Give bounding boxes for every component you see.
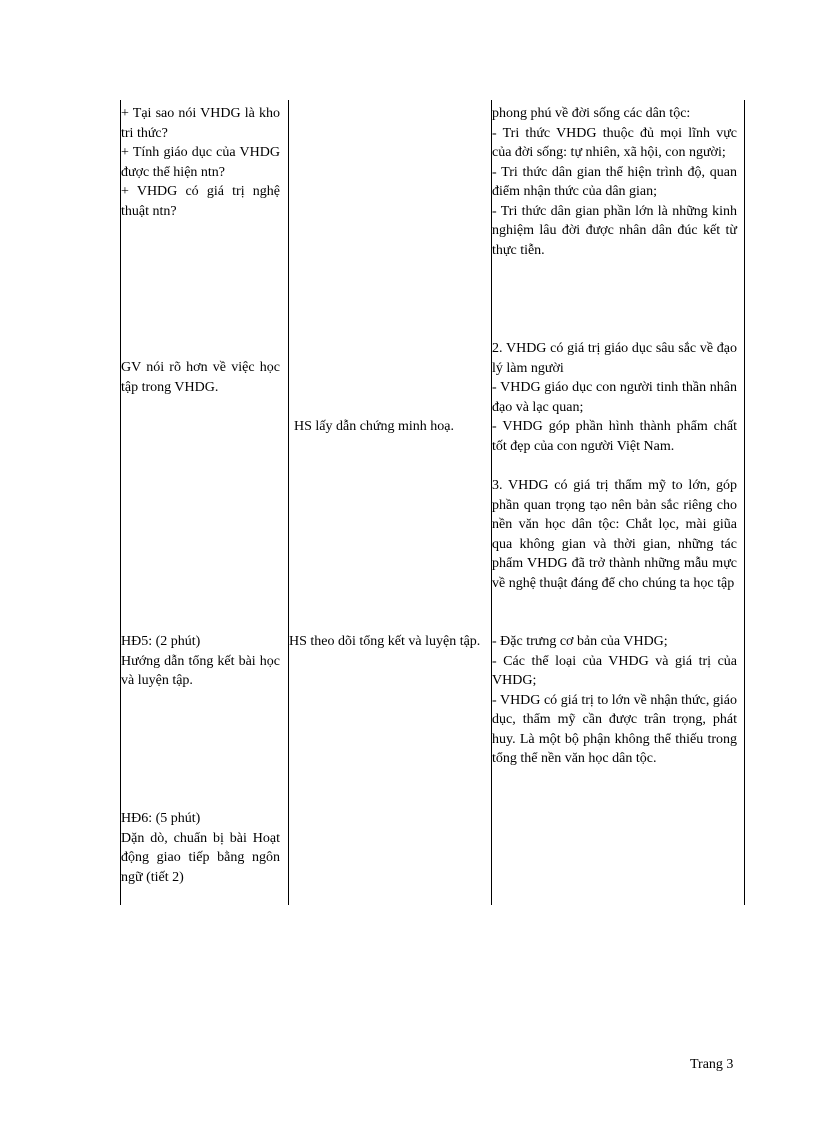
activity-5-title: HĐ5: (2 phút) xyxy=(121,634,201,649)
content-education xyxy=(492,339,737,456)
activity-6 xyxy=(121,809,280,887)
content-summary-item-3: - VHDG có giá trị to lớn về nhận thức, giáo dục, thẩm mỹ cần được trân trọng, phát huy. Là một bộ phận không thể thiếu trong tổng thể nền văn học dân tộc. xyxy=(492,692,737,766)
content-aesthetic xyxy=(492,476,737,593)
activity-5-desc: Hướng dẫn tổng kết bài học và luyện tập. xyxy=(121,653,280,688)
activity-6-desc: Dặn dò, chuẩn bị bài Hoạt động giao tiếp bằng ngôn ngữ (tiết 2) xyxy=(121,830,280,885)
content-knowledge-item-3: - Tri thức dân gian phần lớn là những kinh nghiệm lâu đời được nhân dân đúc kết từ thực tiễn. xyxy=(492,203,737,258)
student-review-text: HS theo dõi tổng kết và luyện tập. xyxy=(289,634,481,649)
activity-5 xyxy=(121,632,280,691)
teacher-explanation xyxy=(121,358,280,397)
question-education: + Tính giáo dục của VHDG được thể hiện ntn? xyxy=(121,145,280,180)
student-evidence xyxy=(294,417,484,437)
teacher-questions xyxy=(121,104,280,221)
student-evidence-text: HS lấy dẫn chứng minh hoạ. xyxy=(294,419,455,434)
content-knowledge-item-1: - Tri thức VHDG thuộc đủ mọi lĩnh vực của đời sống: tự nhiên, xã hội, con người; xyxy=(492,125,737,160)
student-review xyxy=(289,632,485,652)
table-right-border xyxy=(744,100,745,905)
teacher-explanation-text: GV nói rõ hơn về việc học tập trong VHDG. xyxy=(121,360,280,395)
content-education-item-2: - VHDG góp phần hình thành phẩm chất tốt đẹp của con người Việt Nam. xyxy=(492,419,737,454)
content-summary xyxy=(492,632,737,769)
content-education-heading: 2. VHDG có giá trị giáo dục sâu sắc về đạo lý làm người xyxy=(492,341,737,376)
content-knowledge xyxy=(492,104,737,260)
content-aesthetic-text: 3. VHDG có giá trị thẩm mỹ to lớn, góp phần quan trọng tạo nên bản sắc riêng cho nền văn học dân tộc: Chắt lọc, mài giũa qua không gian và thời gian, những tác phẩm VHDG đã trở thành những mẫu mực về nghệ thuật đáng để cho chúng ta học tập xyxy=(492,478,737,591)
content-knowledge-intro: phong phú về đời sống các dân tộc: xyxy=(492,106,691,121)
activity-6-title: HĐ6: (5 phút) xyxy=(121,811,201,826)
content-education-item-1: - VHDG giáo dục con người tinh thần nhân đạo và lạc quan; xyxy=(492,380,737,415)
question-art: + VHDG có giá trị nghệ thuật ntn? xyxy=(121,184,280,219)
page-number: Trang 3 xyxy=(690,1057,734,1072)
column-divider-1 xyxy=(288,100,289,905)
content-knowledge-item-2: - Tri thức dân gian thể hiện trình độ, quan điểm nhận thức của dân gian; xyxy=(492,164,737,199)
question-knowledge: + Tại sao nói VHDG là kho tri thức? xyxy=(121,106,280,141)
content-summary-item-1: - Đặc trưng cơ bản của VHDG; xyxy=(492,634,668,649)
content-summary-item-2: - Các thể loại của VHDG và giá trị của VHDG; xyxy=(492,653,737,688)
